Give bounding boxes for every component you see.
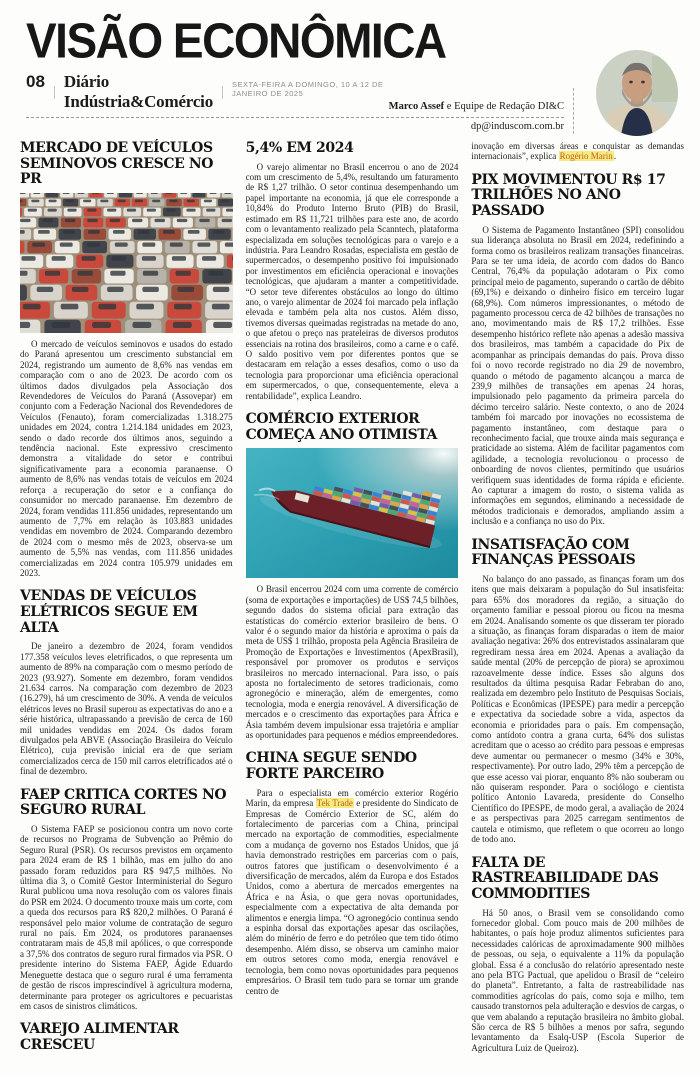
divider xyxy=(573,88,574,134)
article-body: No balanço do ano passado, as finanças foram um dos itens que mais deixaram a população do Sul insatisfeita: para 65% dos moradores da região, a situação do orçamento familiar e pessoal piorou ou ficou na mesma em 2024. Analisando somente os que disseram ter piorado a situação, as finanças foram disparadas o item de maior avaliação negativa: 26% dos entrevistados assinalaram que regrediram nessa área em 2024. Apenas a avaliação da saúde mental (20% de percepção de piora) se aproximou razoavelmente desse índice. Esses são alguns dos resultados da última pesquisa Radar Febraban do ano, realizada em dezembro pelo Instituto de Pesquisas Sociais, Políticas e Econômicas (IPESPE) para medir a percepção e expectativa da sociedade sobre a vida, aspectos da economia e prioridades para o país. Em compensação, como antídoto contra a grana curta, 64% dos sulistas acreditam que o acesso ao crédito para pessoas e empresas deve aumentar ou permanecer o mesmo (34% e 30%, respectivamente). Por outro lado, 29% têm a percepção de que esse acesso vai piorar, enquanto 8% não souberam ou não quiseram responder. Para o sociólogo e cientista político Antonio Lavareda, presidente do Conselho Científico do IPESPE, de modo geral, a avaliação de 2024 e as perspectivas para 2025 carregam sentimentos de cautela e otimismo, que refletem o que ocorreu ao longo de todo ano. xyxy=(471,574,684,845)
article-body: O Sistema de Pagamento Instantâneo (SPI) consolidou sua liderança absoluta no Brasil em 2024, redefinindo a forma como os brasileiros realizam transações financeiras. Para se ter uma ideia, de acordo com dados do Banco Central, 76,4% da população adotaram o Pix como principal meio de pagamento, superando o cartão de débito (69,1%) e deixando o dinheiro físico em terceiro lugar (68,9%). Com números impressionantes, o método de pagamento processou cerca de 42 bilhões de transações no ano, movimentando mais de R$ 17,2 trilhões. Esse desempenho histórico reflete não apenas a adesão massiva dos brasileiros, mas também a capacidade do Pix de acompanhar as principais demandas do país. Prova disso foi o novo recorde registrado no dia 29 de novembro, quando o método de pagamento alcançou a marca de 239,9 milhões de transações em apenas 24 horas, impulsionado pelo pagamento da primeira parcela do décimo terceiro salário. Neste contexto, o ano de 2024 também foi marcado por inovações no ecossistema de pagamento instantâneo, com destaque para o reconhecimento facial, que trouxe ainda mais segurança e praticidade ao sistema. Além de facilitar pagamentos com agilidade, a tecnologia revolucionou o processo de onboarding de novos clientes, permitindo que usuários verifiquem suas identidades de forma rápida e eficiente. Ao capturar a imagem do rosto, o sistema valida as informações em segundos, eliminando a necessidade de métodos tradicionais e demorados, ampliando assim a inclusão e a confiança no uso do Pix. xyxy=(471,225,684,527)
article-headline: COMÉRCIO EXTERIOR COMEÇA ANO OTIMISTA xyxy=(246,412,459,443)
body-text: . xyxy=(614,151,616,161)
masthead-title: VISÃO ECONÔMICA xyxy=(26,16,700,65)
page-header xyxy=(0,16,700,132)
byline-team: e Equipe de Redação DI&C xyxy=(444,101,564,112)
article-headline: FALTA DE RASTREABILIDADE DAS COMMODITIES xyxy=(471,856,684,903)
article-body xyxy=(246,788,459,996)
body-text: Para o especialista em comércio exterior Rogério Marin, da empresa xyxy=(246,788,459,808)
article-faep xyxy=(20,788,233,1012)
newspaper-page xyxy=(0,16,700,1076)
container-ship-photo xyxy=(246,448,459,578)
highlight-tek-trade: Tek Trade xyxy=(316,798,354,808)
article-varejo-cresceu xyxy=(20,1022,233,1053)
author-photo xyxy=(594,50,680,136)
article-pix xyxy=(471,173,684,527)
article-body: O Sistema FAEP se posicionou contra um novo corte de recursos no Programa de Subvenção ao Prêmio do Seguro Rural (PSR). Os recursos previstos em orçamento para 2024 eram de R$ 1 bilhão, mas em julho do ano passado foram reduzidos para R$ 947,5 milhões. No última dia 3, o Comitê Gestor Interministerial do Seguro Rural publicou uma nova resolução com os valores finais do PSR em 2024. O documento trouxe mais um corte, com a queda dos recursos para R$ 820,2 milhões. O Paraná é responsável pelo maior volume de contratação de seguro rural no país. Em 2024, os produtores paranaenses contrataram mais de 45,8 mil apólices, o que corresponde a 37,5% dos contratos de seguro rural firmados via PSR. O presidente interino do Sistema FAEP, Ágide Eduardo Meneguette destaca que o seguro rural é uma ferramenta de gestão de riscos imprescindível à agricultura moderna, determinante para proteger os agricultores e pecuaristas em casos de sinistros climáticos. xyxy=(20,824,233,1011)
page-number: 08 xyxy=(26,72,45,92)
article-body: Há 50 anos, o Brasil vem se consolidando como fornecedor global. Com pouco mais de 200 milhões de habitantes, o país hoje produz alimentos suficientes para necessidades calóricas de aproximadamente 900 milhões de pessoas, ou seja, o equivalente a 11% da população global. Essa é a conclusão do relatório apresentado neste ano pela BTG Pactual, que apelidou o Brasil de “celeiro do planeta”. Entretanto, a falta de rastreabilidade nas commodities agrícolas do país, como soja e milho, tem causado transtornos pela adulteração e desvios de cargas, o que vem abalando a reputação brasileira no âmbito global. São cerca de R$ 5 bilhões a menos por safra, segundo levantamento da Esalq-USP (Escola Superior de Agricultura Luiz de Queiroz). xyxy=(471,908,684,1054)
article-china xyxy=(246,751,459,995)
article-headline: VENDAS DE VEÍCULOS ELÉTRICOS SEGUE EM ALTA xyxy=(20,589,233,636)
highlight-rogerio-marin: Rogério Marin xyxy=(559,151,614,161)
article-headline: PIX MOVIMENTOU R$ 17 TRILHÕES NO ANO PASSADO xyxy=(471,173,684,220)
byline-author: Marco Assef xyxy=(389,101,445,112)
newspaper-name: Diário Indústria&Comércio xyxy=(64,72,213,112)
article-comercio-exterior xyxy=(246,412,459,740)
edition-date: SEXTA-FEIRA A DOMINGO, 10 A 12 DE JANEIRO DE 2025 xyxy=(232,80,389,100)
article-headline: 5,4% EM 2024 xyxy=(246,141,459,157)
page-columns xyxy=(0,132,700,1059)
article-rastreabilidade xyxy=(471,856,684,1054)
divider xyxy=(54,86,55,99)
article-body: De janeiro a dezembro de 2024, foram vendidos 177.358 veículos leves eletrificados, o que representa um aumento de 89% na comparação com o mesmo período de 2023 (93.927). Somente em dezembro, foram vendidos 21.634 carros. Na comparação com dezembro de 2023 (16.279), há um crescimento de 30%. A venda de veículos elétricos leves no Brasil superou as expectativas do ano e a série histórica, ultrapassando a previsão de cerca de 160 mil unidades vendidas em 2024. Os dados foram divulgados pela ABVE (Associação Brasileira do Veículo Elétrico), cuja previsão inicial era de que seriam comercializados cerca de 150 mil carros eletrificados até o final de dezembro. xyxy=(20,641,233,776)
article-eletricos xyxy=(20,589,233,776)
article-china-continuation xyxy=(471,141,684,162)
body-text: e presidente do Sindicato de Empresas de Comércio Exterior de SC, além do fortalecimento de parcerias com a China, principal mercado na exportação de commodities, especialmente com a mudança de governo nos Estados Unidos, que já havia demonstrado restrições em parcerias com o país, outros fatores que justificam o desenvolvimento é a diversificação de mercados, além da Europa e dos Estados Unidos, como a abertura de mercados emergentes na África e na Ásia, o que gera novas oportunidades, especialmente com a expectativa de alta demanda por alimentos e energia limpa. “O agronegócio continua sendo a espinha dorsal das exportações apesar das oscilações, além do minério de ferro e do petróleo que tem tido ótimo desempenho. Além disso, se observa um caminho maior em outros setores como moda, energia renovável e tecnologia, bem como novas oportunidades para pequenos empresários. O Brasil tem tudo para se tornar um grande centro de xyxy=(246,798,459,995)
column-2 xyxy=(246,141,459,1059)
article-headline: CHINA SEGUE SENDO FORTE PARCEIRO xyxy=(246,751,459,782)
publication-info-row xyxy=(26,72,564,118)
article-body: O Brasil encerrou 2024 com uma corrente de comércio (soma de exportações e importações) de US$ 74,5 bilhões, segundo dados do sistema oficial para extração das estatísticas do comércio exterior brasileiro de bens. O valor é o segundo maior da história e aproxima o país da meta de US$ 1 trilhão, proposta pela Agência Brasileira de Promoção de Exportações e Investimentos (ApexBrasil), responsável por promover os produtos e serviços brasileiros no mercado internacional. Para isso, o país aposta no fortalecimento de setores tradicionais, como agronegócio e mineração, além de emergentes, como tecnologia, moda e energia renovável. A diversificação de mercados e o crescimento das exportações para África e Ásia também devem impulsionar essa trajetória e ampliar as oportunidades para pequenos e médios empreendedores. xyxy=(246,584,459,740)
article-headline: INSATISFAÇÃO COM FINANÇAS PESSOAIS xyxy=(471,538,684,569)
article-varejo-alimentar xyxy=(246,141,459,401)
divider xyxy=(222,86,223,99)
byline xyxy=(389,101,564,112)
contact-email: dp@induscom.com.br xyxy=(26,121,564,132)
article-headline: VAREJO ALIMENTAR CRESCEU xyxy=(20,1022,233,1053)
article-financas xyxy=(471,538,684,845)
column-3 xyxy=(471,141,684,1059)
article-headline: FAEP CRITICA CORTES NO SEGURO RURAL xyxy=(20,788,233,819)
article-body: O varejo alimentar no Brasil encerrou o ano de 2024 com um crescimento de 5,4%, resultando um faturamento de R$ 1,27 trilhão. O setor continua desempenhando um papel importante na economia, já que ele corresponde a 10,84% do Produto Interno Bruto (PIB) do Brasil, estimado em R$ 11,721 trilhões para este ano, de acordo com o levantamento realizado pela Scanntech, plataforma especializada em soluções tecnológicas para o varejo e a indústria. Para Leandro Rosadas, especialista em gestão de supermercados, o desempenho positivo foi impulsionado por investimentos em eficiência operacional e inovações tecnológicas, que ajudaram a manter a competitividade. “O setor teve diferentes obstáculos ao longo do último ano, o varejo alimentar de 2024 foi marcado pela inflação elevada e também pela alta nos custos. Além disso, tivemos diversas queimadas registradas na metade do ano, o que afetou o preço nas prateleiras de diversos produtos essenciais na rotina dos brasileiros, como a carne e o café. O saldo positivo vem por diferentes pontos que se destacaram em relação a esses desafios, como o uso da tecnologia para proporcionar uma eficiência operacional em supermercados, o que, consequentemente, eleva a rentabilidade”, explica Leandro. xyxy=(246,162,459,401)
publication-info xyxy=(26,72,389,112)
article-body: O mercado de veículos seminovos e usados do estado do Paraná apresentou um crescimento substancial em 2024, registrando um aumento de 8,6% nas vendas em comparação com o ano de 2023. De acordo com os últimos dados divulgados pela Associação dos Revendedores de Veículos do Paraná (Assovepar) em conjunto com a Federação Nacional dos Revendedores de Veículos (Fenauto), foram comercializadas 1.318.275 unidades em 2024, contra 1.214.184 unidades em 2023, sendo o dado recorde dos últimos anos, seguindo a tendência nacional. Este expressivo crescimento demonstra a vitalidade do setor e contribui significativamente para a economia paranaense. O aumento de 8,6% nas vendas totais de veículos em 2024 reforça a recuperação do setor e a confiança do consumidor no mercado paranaense. Em dezembro de 2024, foram vendidas 111.856 unidades, representando um aumento de 7,7% em relação às 103.883 unidades vendidas em novembro de 2024. Comparando dezembro de 2024 com o mesmo mês de 2023, observa-se um aumento de 5,5% nas vendas, com 111.856 unidades comercializadas em 2024 contra 105.979 unidades em 2023. xyxy=(20,339,233,578)
article-seminovos xyxy=(20,141,233,578)
column-1 xyxy=(20,141,233,1059)
used-cars-photo xyxy=(20,193,233,333)
body-text: inovação em diversas áreas e conquistar as demandas internacionais”, explica xyxy=(471,141,684,161)
article-headline: MERCADO DE VEÍCULOS SEMINOVOS CRESCE NO PR xyxy=(20,141,233,188)
